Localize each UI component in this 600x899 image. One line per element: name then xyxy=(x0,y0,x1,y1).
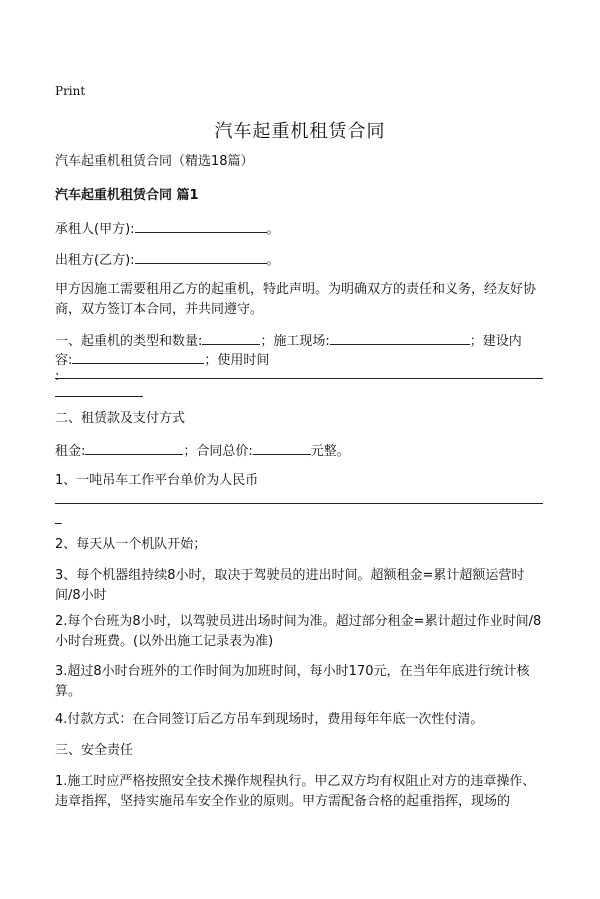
lessee-period: 。 xyxy=(266,222,280,237)
total-label: ；合同总价: xyxy=(183,444,253,459)
item-2: 2、每天从一个机队开始； xyxy=(55,537,207,552)
rent-blank[interactable] xyxy=(85,440,183,455)
document-subtitle: 汽车起重机租赁合同（精选18篇） xyxy=(55,154,254,169)
lessor-row xyxy=(55,249,545,271)
yuan-label: 元整。 xyxy=(310,444,350,459)
lessor-blank[interactable] xyxy=(135,249,267,264)
item-3b: 3.超过8小时台班外的工作时间为加班时间，每小时170元，在当年年底进行统计核算。 xyxy=(55,664,530,699)
usage-time-line-2[interactable] xyxy=(55,396,143,397)
item-1: 1、一吨吊车工作平台单价为人民币 xyxy=(55,473,259,488)
rent-label: 租金: xyxy=(55,444,86,459)
site-blank[interactable] xyxy=(330,330,470,345)
crane-type-blank[interactable] xyxy=(202,330,260,345)
item1-price-line[interactable] xyxy=(55,503,543,504)
lessee-row xyxy=(55,218,545,240)
lessor-label: 出租方(乙方): xyxy=(55,253,135,268)
lessee-blank[interactable] xyxy=(135,218,267,233)
print-label[interactable]: Print xyxy=(55,84,86,98)
safety-item-1: 1.施工时应严格按照安全技术操作规程执行。甲乙双方均有权阻止对方的违章操作、违章指挥，坚持实施吊车安全作业的原则。甲方需配备合格的起重指挥，现场的 xyxy=(55,774,536,809)
item-2b: 2.每个台班为8小时，以驾驶员进出场时间为准。超过部分租金=累计超过作业时间/8小时台班费。(以外出施工记录表为准) xyxy=(55,614,542,649)
clause2-title: 二、租赁款及支付方式 xyxy=(55,411,186,426)
clause1-colon: : xyxy=(55,369,60,384)
clause1-line2 xyxy=(55,349,545,371)
lessor-period: 。 xyxy=(266,253,280,268)
item1-tail: _ xyxy=(55,510,62,525)
clause1-type-label: 一、起重机的类型和数量: xyxy=(55,334,203,349)
document-title: 汽车起重机租赁合同 xyxy=(214,121,386,142)
clause1-time-label: ；使用时间 xyxy=(204,353,270,368)
usage-time-line-1[interactable] xyxy=(55,378,543,379)
clause3-title: 三、安全责任 xyxy=(55,743,134,758)
clause1-site-label: ；施工现场: xyxy=(260,334,330,349)
item-4: 4.付款方式：在合同签订后乙方吊车到现场时，费用每年年底一次性付清。 xyxy=(55,712,484,727)
content-blank[interactable] xyxy=(72,349,204,364)
total-blank[interactable] xyxy=(253,440,311,455)
section-heading: 汽车起重机租赁合同 篇1 xyxy=(55,188,199,203)
item-3: 3、每个机器组持续8小时，取决于驾驶员的进出时间。超额租金=累计超额运营时间/8小时 xyxy=(55,568,525,603)
clause1-build-label: ；建设内 xyxy=(469,334,522,349)
clause1-content-label: 容: xyxy=(55,353,73,368)
lessee-label: 承租人(甲方): xyxy=(55,222,135,237)
rent-row xyxy=(55,440,545,462)
intro-paragraph: 甲方因施工需要租用乙方的起重机，特此声明。为明确双方的责任和义务，经友好协商，双方签订本合同，并共同遵守。 xyxy=(55,282,537,317)
